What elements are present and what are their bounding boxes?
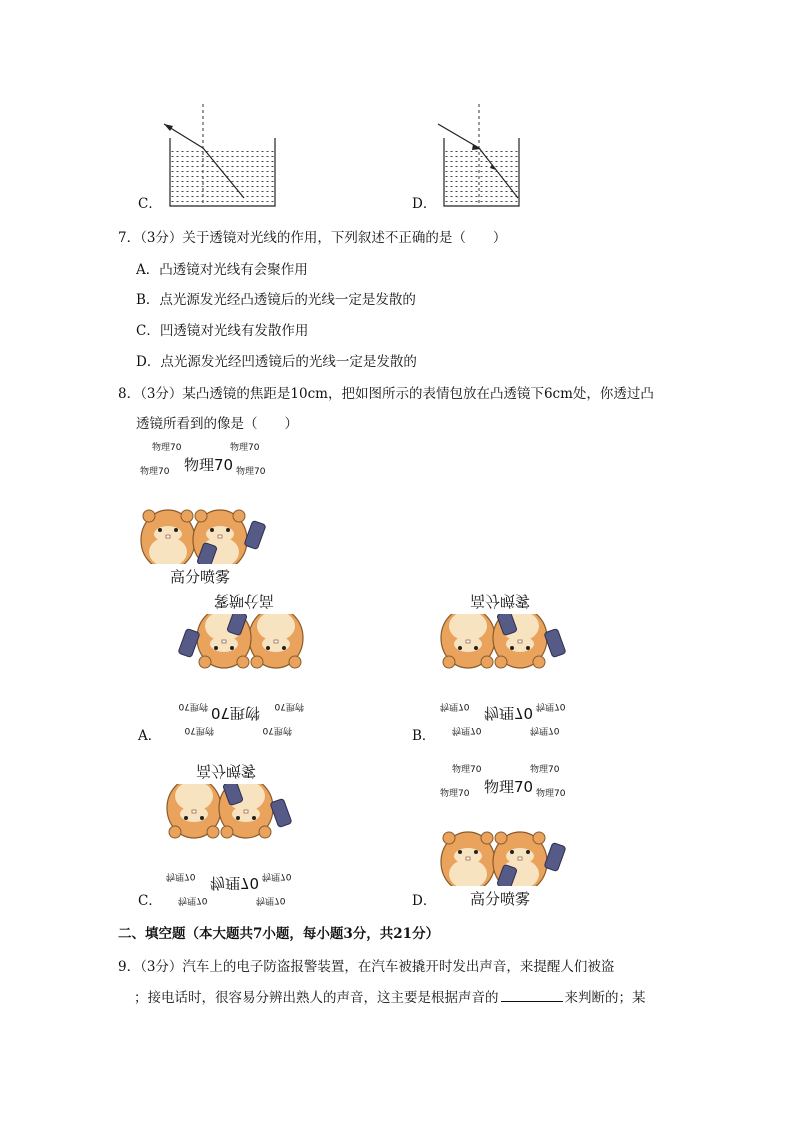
q8-option-d-label[interactable]: D．	[412, 893, 437, 909]
q9-line2-post: 来判断的；某	[564, 990, 646, 1006]
sticker-option-c[interactable]	[160, 762, 310, 912]
sticker-small-text-2: 物理70	[530, 725, 560, 735]
q8-option-c-label[interactable]: C．	[138, 893, 162, 909]
sticker-option-b[interactable]	[434, 592, 584, 742]
sticker-title-text: 物理70	[210, 704, 260, 722]
sticker-option-d[interactable]	[434, 758, 584, 908]
question-8-stem-line1: 8．（3分）某凸透镜的焦距是10cm，把如图所示的表情包放在凸透镜下6cm处，你透过凸	[118, 386, 654, 402]
sticker-small-text-4: 物理70	[178, 701, 208, 711]
sticker-rotated-wrapper	[160, 592, 310, 742]
q8-option-b-label[interactable]: B．	[412, 728, 436, 744]
q7-option-a[interactable]: A．凸透镜对光线有会聚作用	[136, 262, 308, 278]
sticker-small-text-4: 物理70	[262, 871, 292, 881]
sticker-small-text-3: 物理70	[140, 467, 170, 477]
sticker-group	[434, 592, 584, 742]
q9-line2-pre: ；接电话时，很容易分辨出熟人的声音，这主要是根据声音的	[134, 990, 499, 1006]
hamster-illustration	[164, 784, 304, 876]
sticker-vflip-wrapper-c	[160, 762, 310, 912]
hamster-left	[167, 784, 221, 838]
sticker-small-text-3: 物理70	[166, 871, 196, 881]
sticker-inner	[160, 762, 310, 912]
sticker-original	[134, 436, 284, 586]
sticker-small-text-1: 物理70	[262, 725, 292, 735]
hamster-illustration	[138, 472, 278, 564]
sticker-small-text-2: 物理70	[230, 443, 260, 453]
sticker-inner	[160, 592, 310, 742]
sticker-caption: 高分喷雾	[470, 592, 531, 610]
refraction-diagram-c	[160, 104, 280, 212]
question-7-stem: 7．（3分）关于透镜对光线的作用，下列叙述不正确的是（ ）	[118, 230, 507, 246]
sticker-group	[434, 758, 584, 908]
sticker-title-text: 物理70	[484, 778, 534, 796]
sticker-small-text-2: 物理70	[184, 725, 214, 735]
question-8-stem-line2: 透镜所看到的像是（ ）	[136, 416, 298, 432]
q7-option-d[interactable]: D．点光源发光经凹透镜后的光线一定是发散的	[136, 354, 417, 370]
refraction-diagram-d	[434, 104, 554, 212]
q8-option-a-label[interactable]: A．	[138, 728, 162, 744]
option-label-c-refraction[interactable]: C．	[138, 196, 162, 212]
sticker-small-text-1: 物理70	[178, 895, 208, 905]
sticker-inner	[134, 436, 284, 586]
hamster-left	[141, 510, 195, 564]
refraction-figure-c	[160, 104, 280, 212]
section-2-heading: 二、填空题（本大题共7小题，每小题3分，共21分）	[118, 926, 440, 942]
q9-blank[interactable]	[501, 989, 563, 1002]
question-9-line1: 9．（3分）汽车上的电子防盗报警装置，在汽车被撬开时发出声音，来提醒人们被盗	[118, 959, 615, 975]
sticker-small-text-3: 物理70	[274, 701, 304, 711]
sticker-inner	[434, 758, 584, 908]
sticker-small-text-1: 物理70	[152, 443, 182, 453]
q7-option-c[interactable]: C．凹透镜对光线有发散作用	[136, 323, 309, 339]
q7-option-b[interactable]: B．点光源发光经凸透镜后的光线一定是发散的	[136, 292, 416, 308]
sticker-small-text-4: 物理70	[536, 701, 566, 711]
sticker-group	[134, 436, 284, 586]
sticker-small-text-2: 物理70	[530, 765, 560, 775]
hamster-left	[441, 832, 495, 886]
sticker-title-text: 物理70	[210, 874, 260, 892]
hamster-left	[441, 614, 495, 668]
hamster-illustration	[438, 614, 578, 706]
sticker-caption: 高分喷雾	[196, 762, 257, 780]
sticker-small-text-1: 物理70	[452, 725, 482, 735]
sticker-group	[160, 592, 310, 742]
sticker-small-text-1: 物理70	[452, 765, 482, 775]
hamster-illustration	[166, 614, 306, 706]
sticker-title-text: 物理70	[484, 704, 534, 722]
sticker-option-a[interactable]	[160, 592, 310, 742]
sticker-vflip-wrapper	[434, 592, 584, 742]
sticker-caption: 高分喷雾	[170, 568, 231, 586]
question-9-line2	[134, 989, 646, 1007]
sticker-title-text: 物理70	[184, 456, 234, 474]
sticker-caption: 高分喷雾	[470, 890, 531, 908]
sticker-inner	[434, 592, 584, 742]
sticker-small-text-3: 物理70	[440, 789, 470, 799]
option-label-d-refraction[interactable]: D．	[412, 196, 437, 212]
sticker-small-text-2: 物理70	[256, 895, 286, 905]
sticker-small-text-4: 物理70	[236, 467, 266, 477]
hamster-left	[249, 614, 303, 668]
sticker-caption: 高分喷雾	[213, 592, 274, 610]
hamster-illustration	[438, 794, 578, 886]
sticker-group	[160, 762, 310, 912]
sticker-small-text-4: 物理70	[536, 789, 566, 799]
sticker-small-text-3: 物理70	[440, 701, 470, 711]
refraction-figure-d	[434, 104, 554, 212]
